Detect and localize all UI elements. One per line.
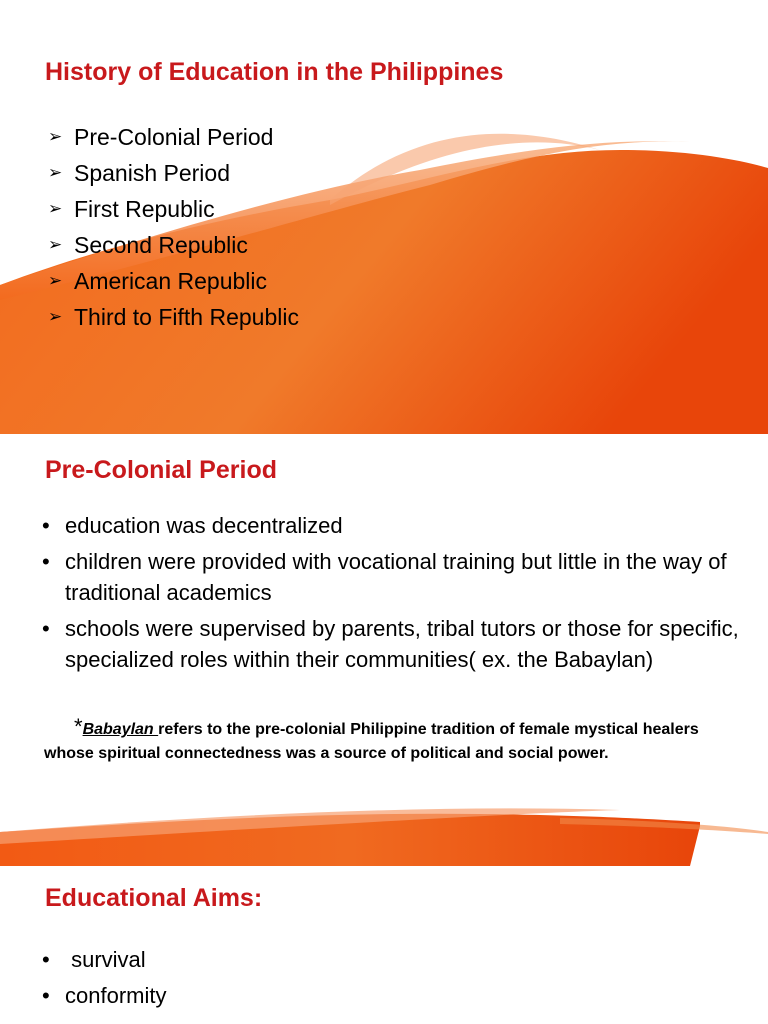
arrow-bullet-icon: ➢ bbox=[48, 127, 63, 146]
round-bullet-icon: • bbox=[42, 616, 50, 641]
pre-colonial-bullets bbox=[42, 510, 742, 680]
round-bullet-icon: • bbox=[42, 513, 50, 538]
arrow-bullet-icon: ➢ bbox=[48, 163, 63, 182]
footnote-asterisk: * bbox=[74, 714, 83, 739]
slide-educational-aims bbox=[0, 866, 768, 1024]
list-item: ➢ First Republic bbox=[48, 192, 299, 228]
footnote-term: Babaylan bbox=[82, 721, 159, 738]
round-bullet-icon: • bbox=[42, 549, 50, 574]
period-list bbox=[48, 120, 299, 336]
aims-bullets bbox=[42, 944, 742, 1016]
round-bullet-icon: • bbox=[42, 983, 50, 1008]
list-item: • education was decentralized bbox=[42, 510, 742, 541]
footnote-text: refers to the pre-colonial Philippine tradition of female mystical healers whose spiritual connectedness was a source of political and social power. bbox=[44, 721, 699, 762]
slide-history-overview bbox=[0, 0, 768, 434]
list-item: • schools were supervised by parents, tribal tutors or those for specific, specialized roles within their communities( ex. the Babaylan) bbox=[42, 613, 742, 675]
arrow-bullet-icon: ➢ bbox=[48, 271, 63, 290]
arrow-bullet-icon: ➢ bbox=[48, 307, 63, 326]
list-item: • children were provided with vocational training but little in the way of traditional academics bbox=[42, 546, 742, 608]
list-item: ➢ Pre-Colonial Period bbox=[48, 120, 299, 156]
arrow-bullet-icon: ➢ bbox=[48, 235, 63, 254]
round-bullet-icon: • bbox=[42, 947, 50, 972]
arrow-bullet-icon: ➢ bbox=[48, 199, 63, 218]
list-item: ➢ Third to Fifth Republic bbox=[48, 300, 299, 336]
babaylan-footnote bbox=[44, 715, 724, 766]
list-item: ➢ American Republic bbox=[48, 264, 299, 300]
slide-title: Pre-Colonial Period bbox=[45, 456, 277, 484]
list-item: ➢ Second Republic bbox=[48, 228, 299, 264]
slide-pre-colonial bbox=[0, 434, 768, 866]
slide-title: Educational Aims: bbox=[45, 884, 263, 912]
slide-title: History of Education in the Philippines bbox=[45, 58, 504, 86]
list-item: • conformity bbox=[42, 980, 742, 1011]
list-item: • survival bbox=[42, 944, 742, 975]
list-item: ➢ Spanish Period bbox=[48, 156, 299, 192]
